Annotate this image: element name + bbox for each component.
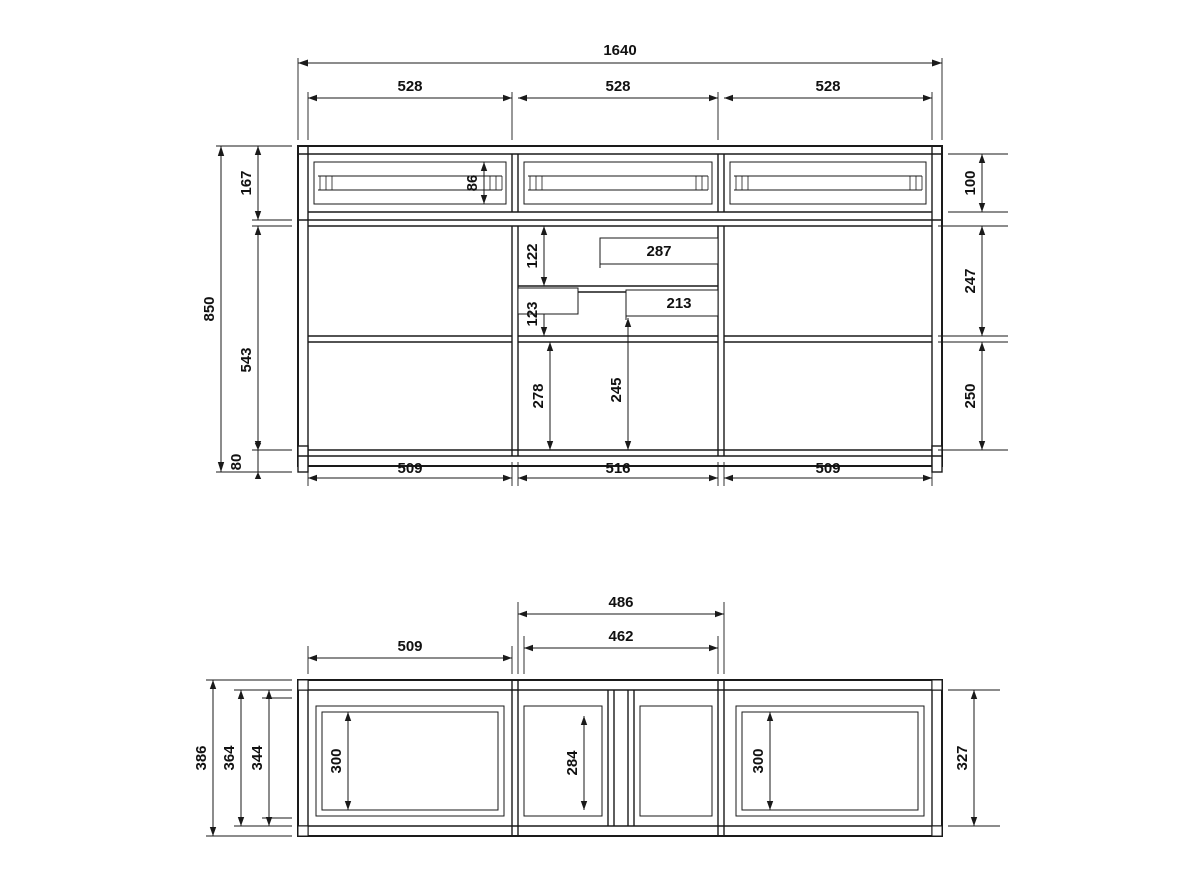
dim-label-167: 167 (238, 170, 255, 196)
dim-label-100: 100 (962, 170, 979, 196)
dim-167 (252, 146, 292, 220)
dim-label-86: 86 (464, 174, 481, 192)
dim-label-247: 247 (962, 268, 979, 294)
plan-dim-label-284: 284 (564, 750, 581, 776)
dim-label-287: 287 (646, 243, 672, 260)
dim-label-528-right: 528 (815, 78, 841, 95)
dim-528-row (308, 92, 932, 140)
dim-label-245: 245 (608, 377, 625, 403)
plan-dim-label-344: 344 (249, 745, 266, 771)
dim-label-528-left: 528 (397, 78, 423, 95)
front-elevation-view (201, 42, 1008, 486)
dim-label-509-right: 509 (815, 460, 841, 477)
plan-view (193, 594, 1000, 836)
dim-80 (252, 443, 292, 479)
plan-dim-label-300-left: 300 (328, 748, 345, 774)
plan-dim-label-364: 364 (221, 745, 238, 771)
plan-dim-label-509: 509 (397, 638, 423, 655)
dim-label-528-center: 528 (605, 78, 631, 95)
dim-label-850: 850 (201, 296, 218, 322)
dim-label-123: 123 (524, 301, 541, 327)
plan-dim-label-486: 486 (608, 594, 634, 611)
plan-dim-label-386: 386 (193, 745, 210, 771)
plan-dim-344 (262, 690, 292, 826)
dim-label-213: 213 (666, 295, 692, 312)
plan-dim-label-300-right: 300 (750, 748, 767, 774)
dim-label-80: 80 (228, 453, 245, 471)
dim-label-543: 543 (238, 347, 255, 373)
dim-1640 (298, 58, 942, 140)
dim-label-516: 516 (605, 460, 631, 477)
dim-label-509-left: 509 (397, 460, 423, 477)
plan-dim-label-327: 327 (954, 745, 971, 771)
plan-dim-label-462: 462 (608, 628, 634, 645)
dim-543 (252, 226, 292, 450)
dim-label-122: 122 (524, 243, 541, 269)
dim-label-250: 250 (962, 383, 979, 409)
dim-label-1640: 1640 (603, 42, 637, 59)
dim-label-278: 278 (530, 383, 547, 409)
